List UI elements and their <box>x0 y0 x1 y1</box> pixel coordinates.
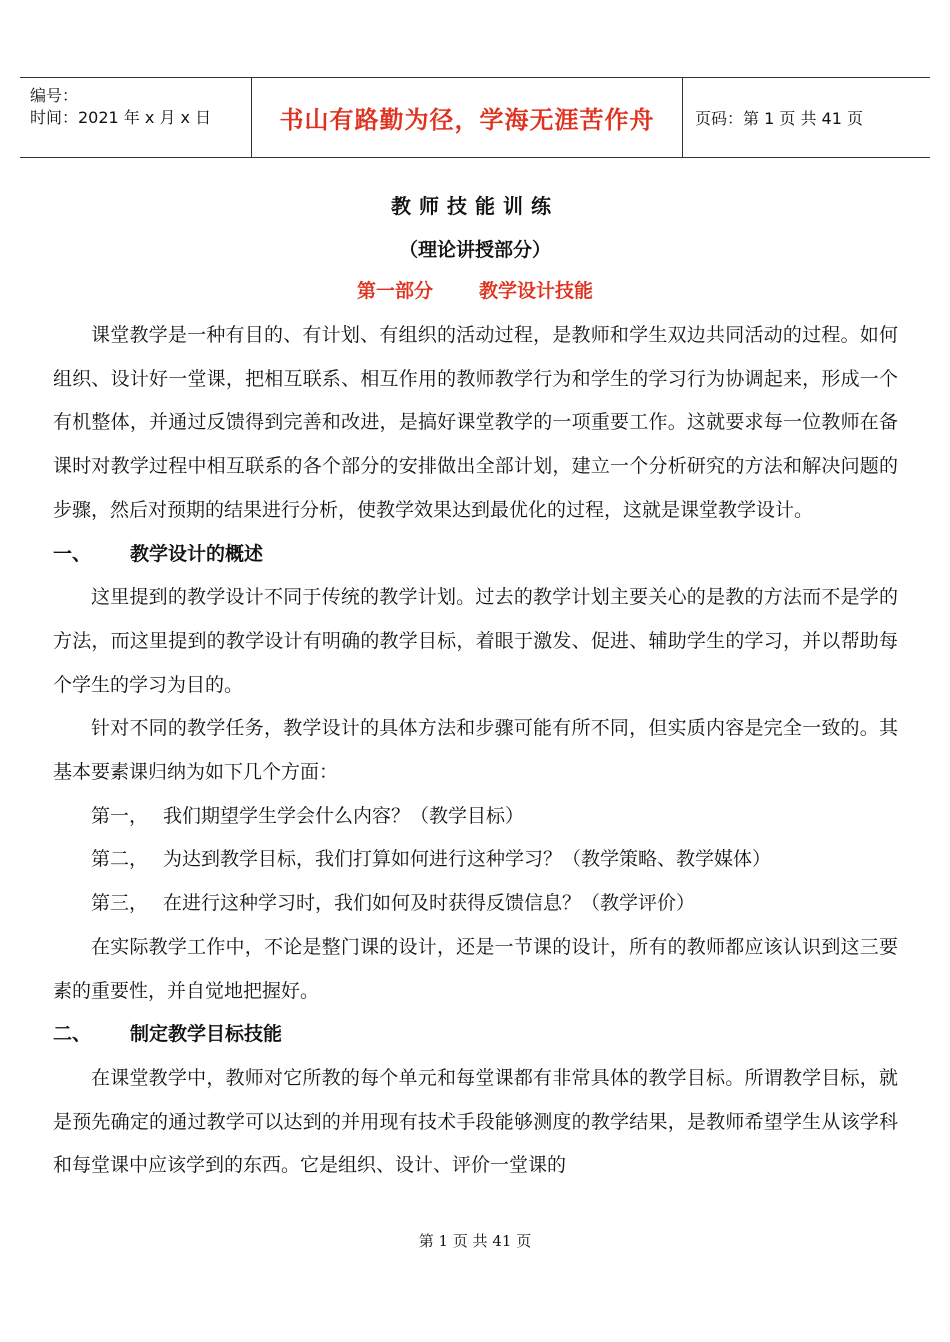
header-left-cell <box>20 78 252 157</box>
section-heading-2 <box>53 1013 898 1057</box>
part-heading <box>0 276 950 303</box>
list-item-label: 第三， <box>91 892 149 915</box>
header-middle-cell <box>252 78 683 157</box>
list-item <box>53 882 898 926</box>
document-date: 时间：2021 年 x 月 x 日 <box>30 108 212 127</box>
list-item-label: 第二， <box>91 848 149 871</box>
section1-paragraph-1: 这里提到的教学设计不同于传统的教学计划。过去的教学计划主要关心的是教的方法而不是学的方法，而这里提到的教学设计有明确的教学目标，着眼于激发、促进、辅助学生的学习，并以帮助每个学生的学习为目的。 <box>53 586 898 696</box>
section-number: 一、 <box>53 542 92 565</box>
document-title: 教师技能训练 <box>391 194 559 218</box>
intro-paragraph: 课堂教学是一种有目的、有计划、有组织的活动过程，是教师和学生双边共同活动的过程。如何组织、设计好一堂课，把相互联系、相互作用的教师教学行为和学生的学习行为协调起来，形成一个有机整体，并通过反馈得到完善和改进，是搞好课堂教学的一项重要工作。这就要求每一位教师在备课时对教学过程中相互联系的各个部分的安排做出全部计划，建立一个分析研究的方法和解决问题的步骤，然后对预期的结果进行分析，使教学效果达到最优化的过程，这就是课堂教学设计。 <box>53 324 898 521</box>
document-number-label: 编号： <box>30 86 79 105</box>
document-subtitle: （理论讲授部分） <box>398 239 551 261</box>
part-label: 第一部分 <box>356 280 433 302</box>
header-right-cell <box>683 78 930 157</box>
header-motto: 书山有路勤为径，学海无涯苦作舟 <box>279 106 655 134</box>
section-number: 二、 <box>53 1023 92 1046</box>
section1-paragraph-2: 针对不同的教学任务，教学设计的具体方法和步骤可能有所不同，但实质内容是完全一致的。其基本要素课归纳为如下几个方面： <box>53 717 898 784</box>
part-title: 教学设计技能 <box>479 280 594 302</box>
section-heading-1 <box>53 533 898 577</box>
page-footer: 第 1 页 共 41 页 <box>418 1232 532 1250</box>
list-item <box>53 795 898 839</box>
document-body <box>53 314 898 1188</box>
list-item <box>53 838 898 882</box>
section2-paragraph-1: 在课堂教学中，教师对它所教的每个单元和每堂课都有非常具体的教学目标。所谓教学目标，就是预先确定的通过教学可以达到的并用现有技术手段能够测度的教学结果，是教师希望学生从该学科和每堂课中应该学到的东西。它是组织、设计、评价一堂课的 <box>53 1066 898 1177</box>
section1-paragraph-3: 在实际教学工作中，不论是整门课的设计，还是一节课的设计，所有的教师都应该认识到这三要素的重要性，并自觉地把握好。 <box>53 935 898 1002</box>
list-item-text: 我们期望学生学会什么内容？（教学目标） <box>163 804 525 827</box>
list-item-text: 为达到教学目标，我们打算如何进行这种学习？（教学策略、教学媒体） <box>163 848 772 871</box>
section-title: 制定教学目标技能 <box>130 1023 283 1046</box>
list-item-text: 在进行这种学习时，我们如何及时获得反馈信息？（教学评价） <box>163 892 696 915</box>
list-item-label: 第一， <box>91 804 149 827</box>
header-page-info: 页码：第 1 页 共 41 页 <box>695 109 863 128</box>
header-table <box>20 77 930 158</box>
section-title: 教学设计的概述 <box>130 542 264 565</box>
